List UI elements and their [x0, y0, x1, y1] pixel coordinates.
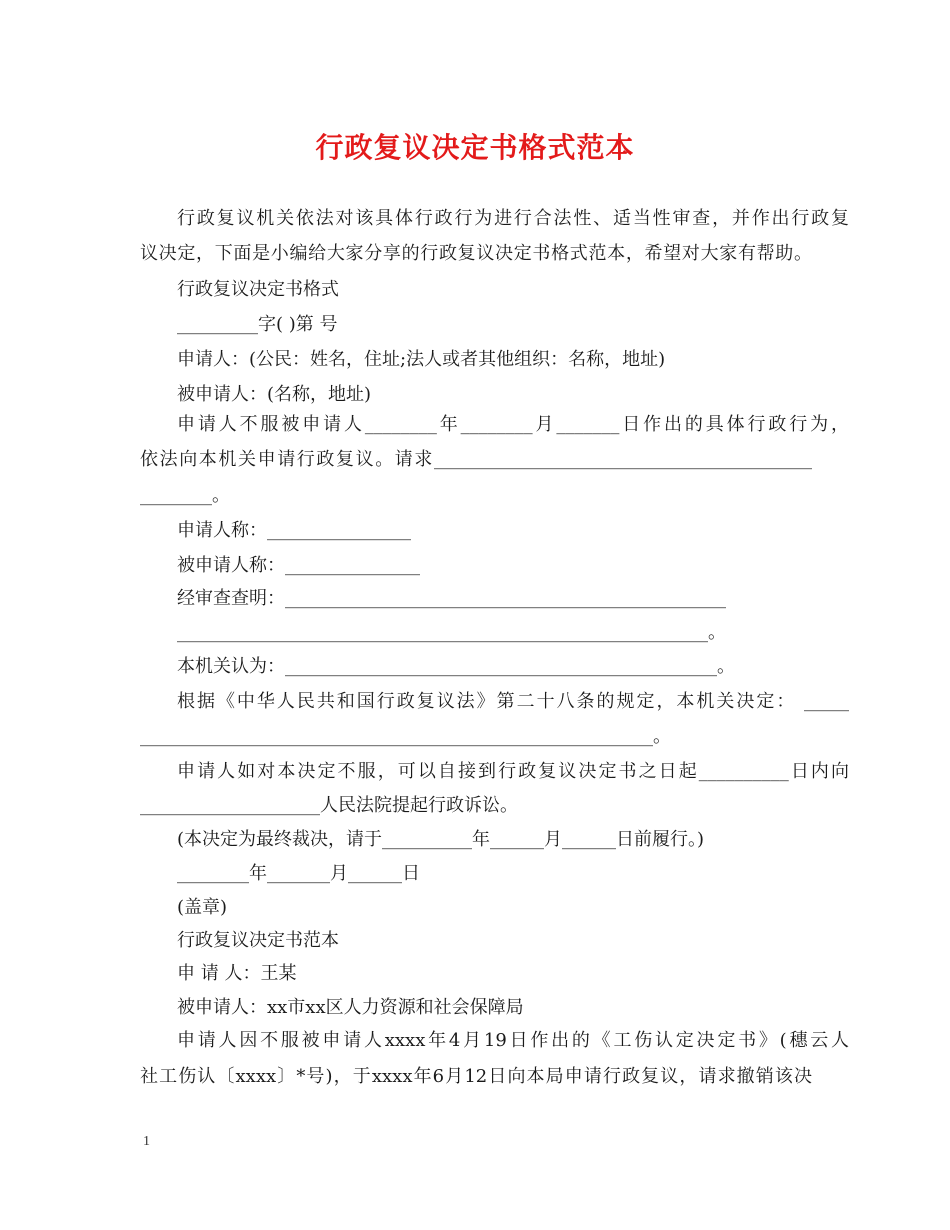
paragraph-line: (盖章) [177, 897, 228, 918]
paragraph-line: 行政复议决定书格式 [177, 279, 339, 300]
paragraph-line: 行政复议决定书范本 [177, 930, 339, 951]
paragraph-line: 被申请人称：_______________ [177, 555, 420, 576]
page-number: 1 [143, 1134, 150, 1149]
paragraph-line: 经审查查明：_________________________________________________ [177, 588, 726, 609]
paragraph-line: 社工伤认〔xxxx〕*号)，于xxxx年6月12日向本局申请行政复议，请求撤销该决 [140, 1066, 812, 1087]
paragraph-line: 申请人如对本决定不服，可以自接到行政复议决定书之日起__________日内向 [177, 761, 849, 782]
paragraph-line: 依法向本机关申请行政复议。请求__________________________________________ [140, 449, 812, 470]
paragraph-line: (本决定为最终裁决，请于__________年______月______日前履行。) [177, 829, 705, 850]
paragraph-line: _________字( )第 号 [177, 314, 338, 335]
paragraph-line: ________年_______月______日 [177, 863, 420, 884]
paragraph-line: 根据《中华人民共和国行政复议法》第二十八条的规定，本机关决定： _____ [177, 691, 849, 712]
paragraph-line: 行政复议机关依法对该具体行政行为进行合法性、适当性审查，并作出行政复 [177, 208, 849, 229]
paragraph-line: 申请人：(公民：姓名，住址;法人或者其他组织：名称，地址) [177, 349, 666, 370]
paragraph-line: 申 请 人：王某 [177, 963, 297, 984]
paragraph-line: 被申请人：(名称，地址) [177, 384, 372, 405]
paragraph-line: 本机关认为：________________________________________________。 [177, 656, 735, 677]
paragraph-line: 申请人称：________________ [177, 520, 411, 541]
paragraph-line: 申请人因不服被申请人xxxx年4月19日作出的《工伤认定决定书》(穗云人 [177, 1030, 849, 1051]
paragraph-line: ____________________人民法院提起行政诉讼。 [140, 795, 518, 816]
paragraph-line: 申请人不服被申请人________年________月_______日作出的具体行政行为， [177, 414, 849, 435]
paragraph-line: 议决定，下面是小编给大家分享的行政复议决定书格式范本，希望对大家有帮助。 [140, 243, 812, 264]
paragraph-line: ________。 [140, 485, 230, 506]
paragraph-line: _________________________________________________________。 [140, 726, 671, 747]
paragraph-line: ___________________________________________________________。 [177, 622, 726, 643]
paragraph-line: 被申请人：xx市xx区人力资源和社会保障局 [177, 997, 524, 1018]
document-title: 行政复议决定书格式范本 [315, 131, 635, 164]
